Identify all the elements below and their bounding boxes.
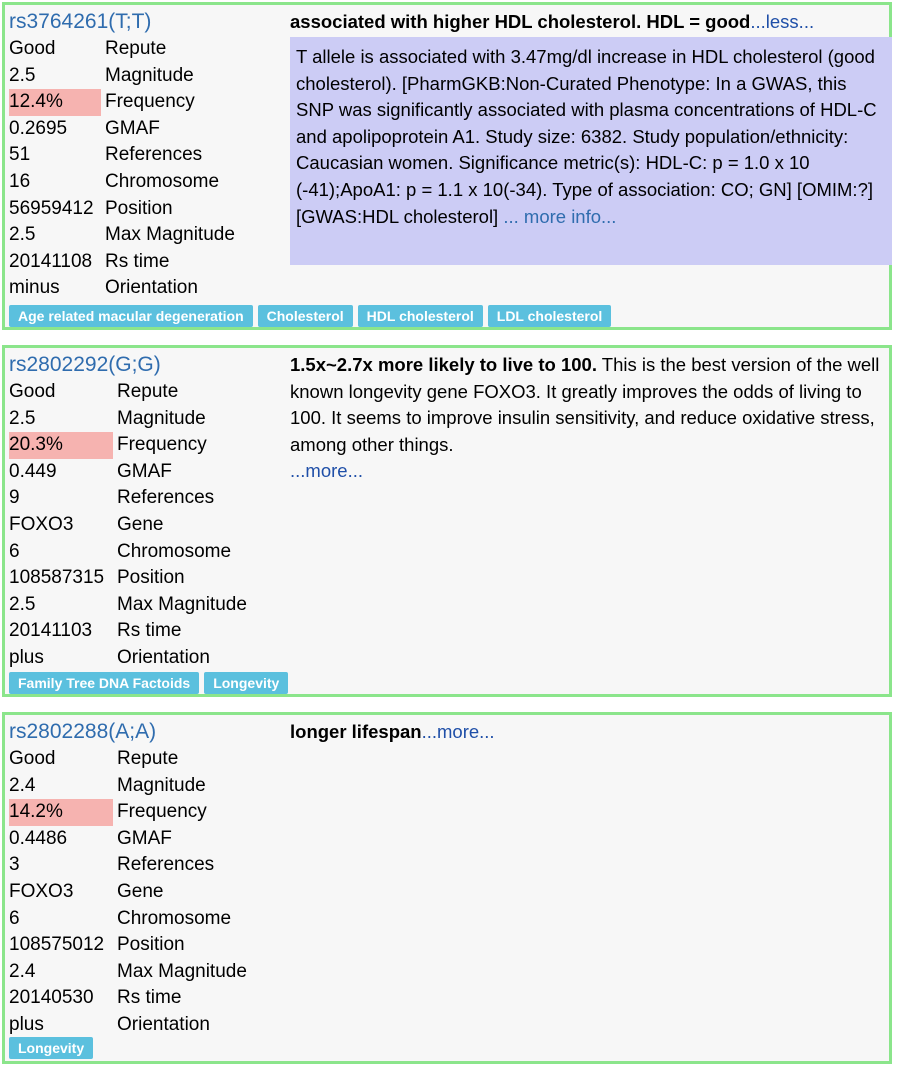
prop-value: FOXO3 (9, 880, 74, 902)
prop-label: Rs time (105, 250, 170, 272)
prop-label: Rs time (117, 620, 182, 642)
category-tags (9, 672, 293, 694)
prop-label: Frequency (117, 801, 207, 823)
prop-value: 0.2695 (9, 117, 68, 139)
prop-value: 9 (9, 487, 20, 509)
tag-age-related-macular-degeneration[interactable]: Age related macular degeneration (9, 305, 253, 327)
prop-label: Orientation (117, 1013, 210, 1035)
less-link[interactable]: ...less... (750, 11, 815, 32)
prop-label: Max Magnitude (117, 593, 247, 615)
detail-text: T allele is associated with 3.47mg/dl increase in HDL cholesterol (good cholesterol). [PharmGKB:Non-Curated Phenotype: In a GWAS, this SNP was significantly associated with plasma concentrations of HDL-C and apolipoprotein A1. Study size: 6382. Study population/ethnicity: Caucasian women. Significance metric(s): HDL-C: p = 1.0 x 10 (-41);ApoA1: p = 1.1 x 10(-34). Type of association: CO; GN] [OMIM:?] [GWAS:HDL cholesterol] (296, 46, 877, 227)
prop-value: 108575012 (9, 934, 105, 956)
frequency-value-highlight: 20.3% (9, 432, 113, 459)
prop-value: 20141103 (9, 620, 93, 642)
snp-card-rs2802288 (2, 712, 892, 1064)
prop-label: Gene (117, 513, 164, 535)
prop-value: 6 (9, 907, 20, 929)
prop-label: Magnitude (117, 774, 206, 796)
frequency-value-highlight: 14.2% (9, 799, 113, 826)
prop-value: minus (9, 277, 60, 299)
prop-label: Chromosome (105, 170, 220, 192)
prop-value: 108587315 (9, 567, 105, 589)
prop-label: Position (117, 567, 185, 589)
prop-value: 2.5 (9, 64, 36, 86)
prop-value: 0.4486 (9, 827, 68, 849)
prop-label: Max Magnitude (105, 224, 235, 246)
prop-label: Repute (117, 381, 179, 402)
snp-summary (290, 719, 890, 746)
prop-label: Repute (117, 748, 179, 769)
prop-value: 2.4 (9, 960, 36, 982)
snp-title-link[interactable]: rs2802288(A;A) (9, 720, 157, 743)
prop-label: References (117, 487, 215, 509)
prop-label: Magnitude (105, 64, 194, 86)
more-info-link[interactable]: ... more info... (503, 205, 617, 227)
summary-text: This is the best version of the well known longevity gene FOXO3. It greatly improves the odds of living to 100. It seems to improve insulin sensitivity, and reduce oxidative stress, among other things. (290, 354, 880, 455)
prop-value: 2.5 (9, 407, 36, 429)
prop-label: Magnitude (117, 407, 206, 429)
snp-title-link[interactable]: rs2802292(G;G) (9, 353, 161, 376)
prop-value: 16 (9, 170, 31, 192)
snp-summary (290, 9, 890, 36)
snp-title-link[interactable]: rs3764261(T;T) (9, 10, 152, 33)
prop-value: 3 (9, 854, 20, 876)
prop-value: 20140530 (9, 987, 94, 1009)
snp-detail-box (290, 37, 892, 265)
snp-card-rs2802292 (2, 345, 892, 697)
tag-longevity[interactable]: Longevity (9, 1037, 93, 1059)
prop-label: Gene (117, 880, 164, 902)
category-tags (9, 1037, 98, 1059)
prop-label: Frequency (117, 434, 207, 456)
tag-cholesterol[interactable]: Cholesterol (258, 305, 353, 327)
prop-value: 51 (9, 144, 31, 166)
prop-value: 2.5 (9, 224, 36, 246)
prop-label: Max Magnitude (117, 960, 247, 982)
prop-value: FOXO3 (9, 513, 74, 535)
tag-family-tree-dna-factoids[interactable]: Family Tree DNA Factoids (9, 672, 199, 694)
prop-value: 2.4 (9, 774, 36, 796)
prop-label: Position (117, 934, 185, 956)
prop-label: GMAF (105, 117, 160, 139)
prop-label: Chromosome (117, 907, 232, 929)
snp-summary (290, 352, 890, 485)
prop-label: Orientation (105, 277, 198, 299)
prop-value: 2.5 (9, 593, 36, 615)
prop-value: 20141108 (9, 250, 93, 272)
prop-label: Orientation (117, 646, 210, 668)
prop-label: GMAF (117, 460, 172, 482)
tag-longevity[interactable]: Longevity (204, 672, 288, 694)
prop-value: 0.449 (9, 460, 57, 482)
tag-ldl-cholesterol[interactable]: LDL cholesterol (488, 305, 612, 327)
prop-label: References (105, 144, 203, 166)
more-link[interactable]: ...more... (290, 460, 363, 482)
prop-label: Frequency (105, 91, 195, 113)
prop-value: Good (9, 381, 56, 402)
prop-label: Rs time (117, 987, 182, 1009)
prop-label: Position (105, 197, 173, 219)
category-tags (9, 305, 616, 327)
summary-headline: associated with higher HDL cholesterol. HDL = good (290, 11, 751, 32)
prop-label: Repute (105, 38, 167, 59)
frequency-value-highlight: 12.4% (9, 89, 101, 116)
tag-hdl-cholesterol[interactable]: HDL cholesterol (358, 305, 483, 327)
prop-label: Chromosome (117, 540, 232, 562)
summary-headline: longer lifespan (290, 721, 422, 742)
prop-value: Good (9, 38, 56, 59)
prop-label: References (117, 854, 215, 876)
prop-value: Good (9, 748, 56, 769)
prop-value: 56959412 (9, 197, 94, 219)
more-link[interactable]: ...more... (421, 721, 495, 742)
snp-card-rs3764261 (2, 2, 892, 330)
prop-value: 6 (9, 540, 20, 562)
summary-headline: 1.5x~2.7x more likely to live to 100. (290, 354, 597, 375)
prop-label: GMAF (117, 827, 172, 849)
prop-value: plus (9, 646, 44, 668)
prop-value: plus (9, 1013, 44, 1035)
